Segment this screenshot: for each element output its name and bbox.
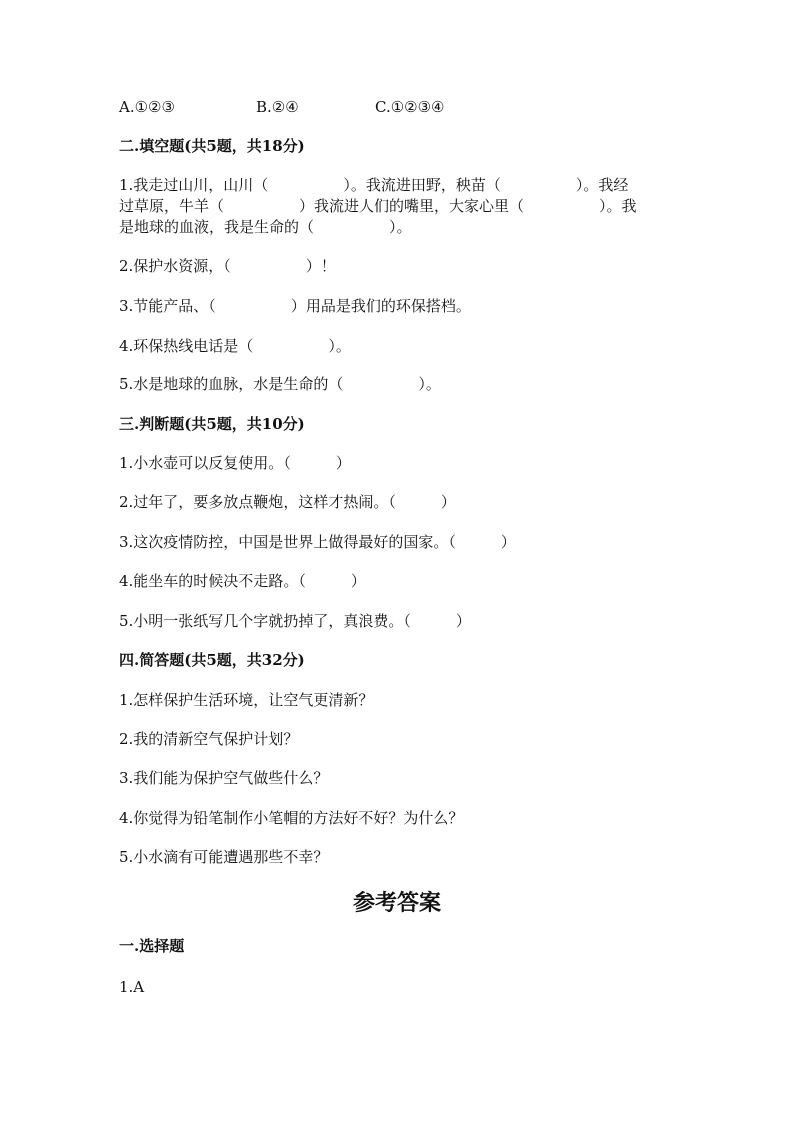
question-judge-5: 5.小明一张纸写几个字就扔掉了，真浪费。（ ） bbox=[119, 612, 471, 630]
option-c: C.①②③④ bbox=[375, 98, 445, 116]
question-fill-1-line3: 是地球的血液，我是生命的（ ）。 bbox=[119, 218, 412, 236]
question-judge-3: 3.这次疫情防控，中国是世界上做得最好的国家。（ ） bbox=[119, 533, 516, 551]
option-a: A.①②③ bbox=[119, 98, 175, 116]
question-fill-1-line2: 过草原，牛羊（ ）我流进人们的嘴里，大家心里（ ）。我 bbox=[119, 197, 637, 215]
answer-1: 1.A bbox=[119, 978, 145, 996]
question-judge-2: 2.过年了，要多放点鞭炮，这样才热闹。（ ） bbox=[119, 493, 456, 511]
question-fill-3: 3.节能产品、（ ）用品是我们的环保搭档。 bbox=[119, 297, 471, 315]
section-heading-judge: 三.判断题(共5题，共10分) bbox=[119, 415, 305, 433]
section-heading-short-answer: 四.简答题(共5题，共32分) bbox=[119, 651, 305, 669]
option-b: B.②④ bbox=[256, 98, 299, 116]
question-short-4: 4.你觉得为铅笔制作小笔帽的方法好不好？为什么？ bbox=[119, 809, 464, 827]
question-fill-1-line1: 1.我走过山川，山川（ ）。我流进田野，秧苗（ ）。我经 bbox=[119, 176, 629, 194]
question-fill-5: 5.水是地球的血脉，水是生命的（ ）。 bbox=[119, 375, 441, 393]
answers-title: 参考答案 bbox=[352, 890, 441, 916]
answers-section1-heading: 一.选择题 bbox=[119, 937, 185, 955]
section-heading-fill-blank: 二.填空题(共5题，共18分) bbox=[119, 137, 305, 155]
question-fill-4: 4.环保热线电话是（ ）。 bbox=[119, 337, 351, 355]
question-fill-2: 2.保护水资源，（ ）！ bbox=[119, 257, 336, 275]
question-fill-1 bbox=[119, 175, 667, 238]
question-short-2: 2.我的清新空气保护计划？ bbox=[119, 730, 299, 748]
question-short-1: 1.怎样保护生活环境，让空气更清新？ bbox=[119, 691, 374, 709]
question-short-5: 5.小水滴有可能遭遇那些不幸？ bbox=[119, 848, 329, 866]
question-judge-4: 4.能坐车的时候决不走路。（ ） bbox=[119, 572, 366, 590]
question-judge-1: 1.小水壶可以反复使用。（ ） bbox=[119, 454, 351, 472]
question-short-3: 3.我们能为保护空气做些什么？ bbox=[119, 769, 329, 787]
